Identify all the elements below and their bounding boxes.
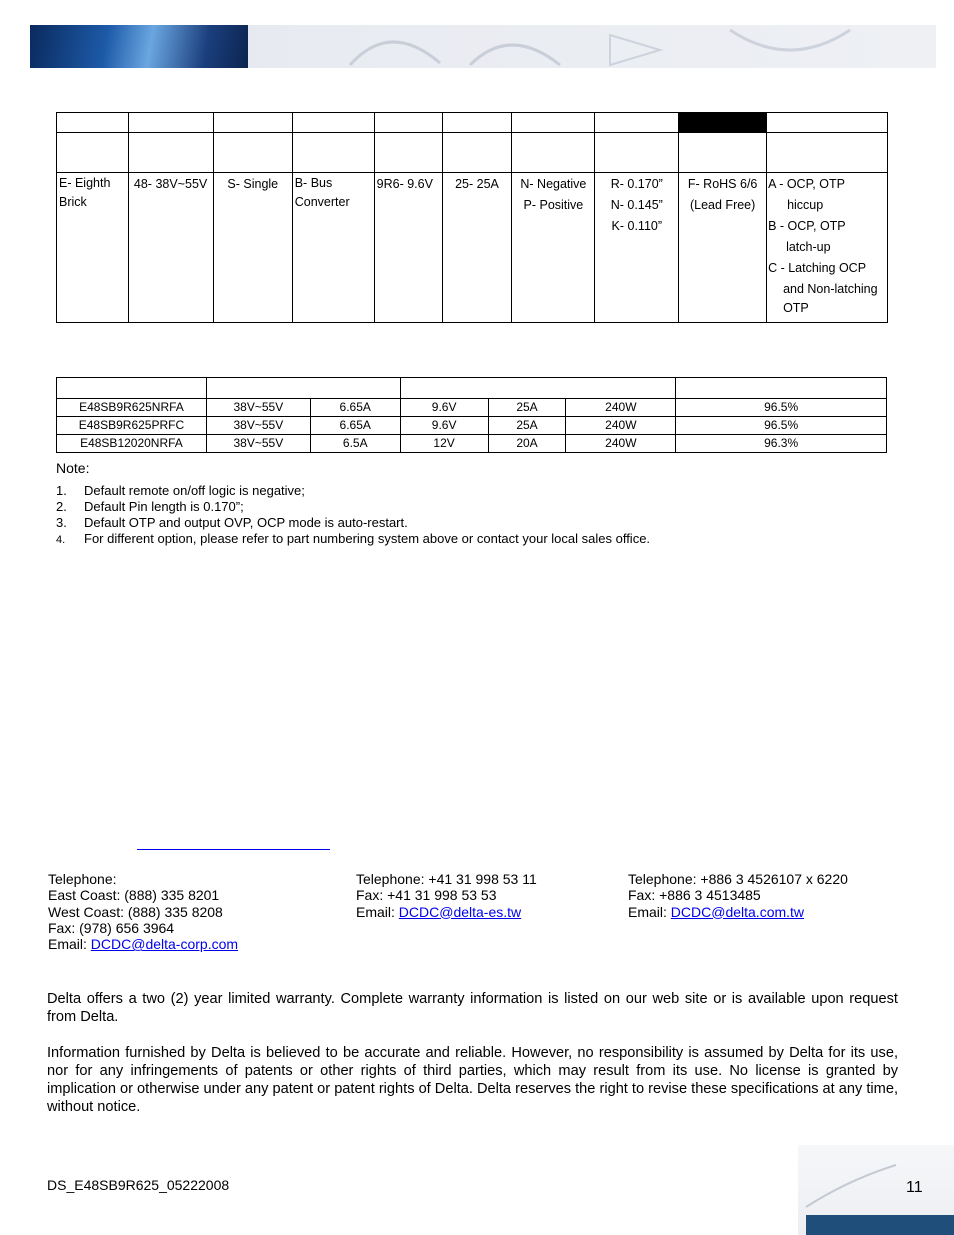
footer-corner xyxy=(798,1145,954,1235)
email-link-europe[interactable]: DCDC@delta-es.tw xyxy=(398,903,522,920)
contact-usa xyxy=(48,871,238,952)
cell-text: R- 0.170” xyxy=(610,177,663,191)
cell-text: B - OCP, OTP xyxy=(768,219,846,233)
model-name-cell: E48SB12020NRFA xyxy=(57,435,207,453)
cell-text: N- Negative xyxy=(520,177,587,191)
note-text: Default remote on/off logic is negative; xyxy=(84,483,305,498)
note-item xyxy=(56,531,916,548)
table-cell: 9.6V xyxy=(400,417,488,435)
cell-text: P- Positive xyxy=(523,198,584,212)
table-row xyxy=(57,399,887,417)
notes-label: Note: xyxy=(56,460,90,476)
table-cell: 20A xyxy=(488,435,566,453)
cell-text: latch-up xyxy=(786,240,831,254)
warranty-paragraph: Delta offers a two (2) year limited warranty. Complete warranty information is listed on our web site or is available upon request from Delta. xyxy=(47,991,898,1025)
email-label: Email: xyxy=(628,903,671,920)
table-cell: 240W xyxy=(566,417,676,435)
table-subheader-row xyxy=(57,133,888,173)
note-text: Default OTP and output OVP, OCP mode is auto-restart. xyxy=(84,515,408,530)
contact-asia xyxy=(628,871,848,920)
part-numbering-table xyxy=(56,112,888,323)
cell-text: 25- 25A xyxy=(455,177,499,191)
contact-line: Telephone: +41 31 998 53 11 xyxy=(356,871,537,887)
contact-email-line xyxy=(356,904,537,920)
cell-text: B- Bus xyxy=(294,176,333,190)
cell-text: E- Eighth xyxy=(59,176,111,190)
output-voltage-cell xyxy=(374,173,442,323)
table-row xyxy=(57,435,887,453)
cell-text: hiccup xyxy=(787,198,824,212)
table-cell: 96.5% xyxy=(676,417,887,435)
cell-text: Brick xyxy=(59,195,87,209)
model-list-table xyxy=(56,377,887,453)
notes-list xyxy=(56,483,916,548)
contact-europe xyxy=(356,871,537,920)
table-cell: 38V~55V xyxy=(206,435,310,453)
table-cell: 38V~55V xyxy=(206,399,310,417)
email-label: Email: xyxy=(48,936,91,953)
table-cell: 9.6V xyxy=(400,399,488,417)
input-voltage-cell xyxy=(128,173,213,323)
cell-text: OTP xyxy=(783,301,809,315)
cell-text: K- 0.110” xyxy=(611,219,663,233)
contact-line: Telephone: +886 3 4526107 x 6220 xyxy=(628,871,848,887)
cell-text: C - Latching OCP xyxy=(768,261,867,275)
product-series-cell xyxy=(292,173,374,323)
note-text: For different option, please refer to part numbering system above or contact your local sales office. xyxy=(84,531,651,546)
contact-email-line xyxy=(48,936,238,952)
disclaimer-paragraph: Information furnished by Delta is believed to be accurate and reliable. However, no responsibility is assumed by Delta for its use, nor for any infringements of patents or other rights of third parties, which may result from its use. No license is granted by implication or otherwise under any patent or patent rights of Delta. Delta reserves the right to revise these specifications at any time, without notice. xyxy=(47,1045,898,1115)
table-cell: 12V xyxy=(400,435,488,453)
contact-email-line xyxy=(628,904,848,920)
banner-image xyxy=(30,25,248,68)
email-label: Email: xyxy=(356,903,399,920)
cell-text: (Lead Free) xyxy=(689,198,756,212)
cell-text: F- RoHS 6/6 xyxy=(687,177,758,191)
footer-bar xyxy=(806,1215,954,1235)
cell-text: S- Single xyxy=(227,177,279,191)
table-cell: 6.65A xyxy=(310,399,400,417)
document-id: DS_E48SB9R625_05222008 xyxy=(47,1177,230,1193)
model-name-cell: E48SB9R625NRFA xyxy=(57,399,207,417)
table-cell: 6.65A xyxy=(310,417,400,435)
cell-text: 9R6- 9.6V xyxy=(376,177,433,191)
table-cell: 240W xyxy=(566,399,676,417)
web-link-underline[interactable] xyxy=(137,849,330,850)
table-cell: 96.3% xyxy=(676,435,887,453)
table-cell: 25A xyxy=(488,399,566,417)
note-item xyxy=(56,499,916,515)
rohs-cell xyxy=(679,173,767,323)
table-cell: 38V~55V xyxy=(206,417,310,435)
table-header-row xyxy=(57,113,888,133)
note-item xyxy=(56,515,916,531)
note-text: Default Pin length is 0.170”; xyxy=(84,499,244,514)
on-off-logic-cell xyxy=(512,173,595,323)
cell-text: and Non-latching xyxy=(783,282,878,296)
page-number: 11 xyxy=(906,1179,923,1196)
email-link-asia[interactable]: DCDC@delta.com.tw xyxy=(670,903,805,920)
contact-line: Telephone: xyxy=(48,871,117,887)
note-number: 4. xyxy=(56,534,66,546)
note-number: 2. xyxy=(56,499,67,514)
table-row xyxy=(57,173,888,323)
highlighted-header-cell xyxy=(679,113,767,133)
outputs-cell xyxy=(213,173,292,323)
cell-text: A - OCP, OTP xyxy=(768,177,845,191)
model-name-cell: E48SB9R625PRFC xyxy=(57,417,207,435)
note-number: 1. xyxy=(56,483,67,498)
contact-line: Fax: +41 31 998 53 53 xyxy=(356,887,497,904)
table-cell: 25A xyxy=(488,417,566,435)
pin-length-cell xyxy=(595,173,679,323)
cell-text: 48- 38V~55V xyxy=(133,177,208,191)
table-cell: 240W xyxy=(566,435,676,453)
email-link-usa[interactable]: DCDC@delta-corp.com xyxy=(90,936,239,953)
header-banner xyxy=(30,25,936,68)
note-number: 3. xyxy=(56,515,67,530)
contact-line: East Coast: (888) 335 8201 xyxy=(48,887,220,904)
table-row xyxy=(57,417,887,435)
banner-decoration xyxy=(330,25,930,68)
contact-line: West Coast: (888) 335 8208 xyxy=(48,903,223,920)
table-cell: 6.5A xyxy=(310,435,400,453)
table-header-row xyxy=(57,378,887,399)
option-code-cell xyxy=(767,173,888,323)
contact-line: Fax: +886 3 4513485 xyxy=(628,887,761,904)
note-item xyxy=(56,483,916,499)
cell-text: N- 0.145” xyxy=(610,198,663,212)
form-factor-cell xyxy=(57,173,129,323)
cell-text: Converter xyxy=(294,195,350,209)
output-current-cell xyxy=(442,173,512,323)
contact-line: Fax: (978) 656 3964 xyxy=(48,919,175,936)
table-cell: 96.5% xyxy=(676,399,887,417)
